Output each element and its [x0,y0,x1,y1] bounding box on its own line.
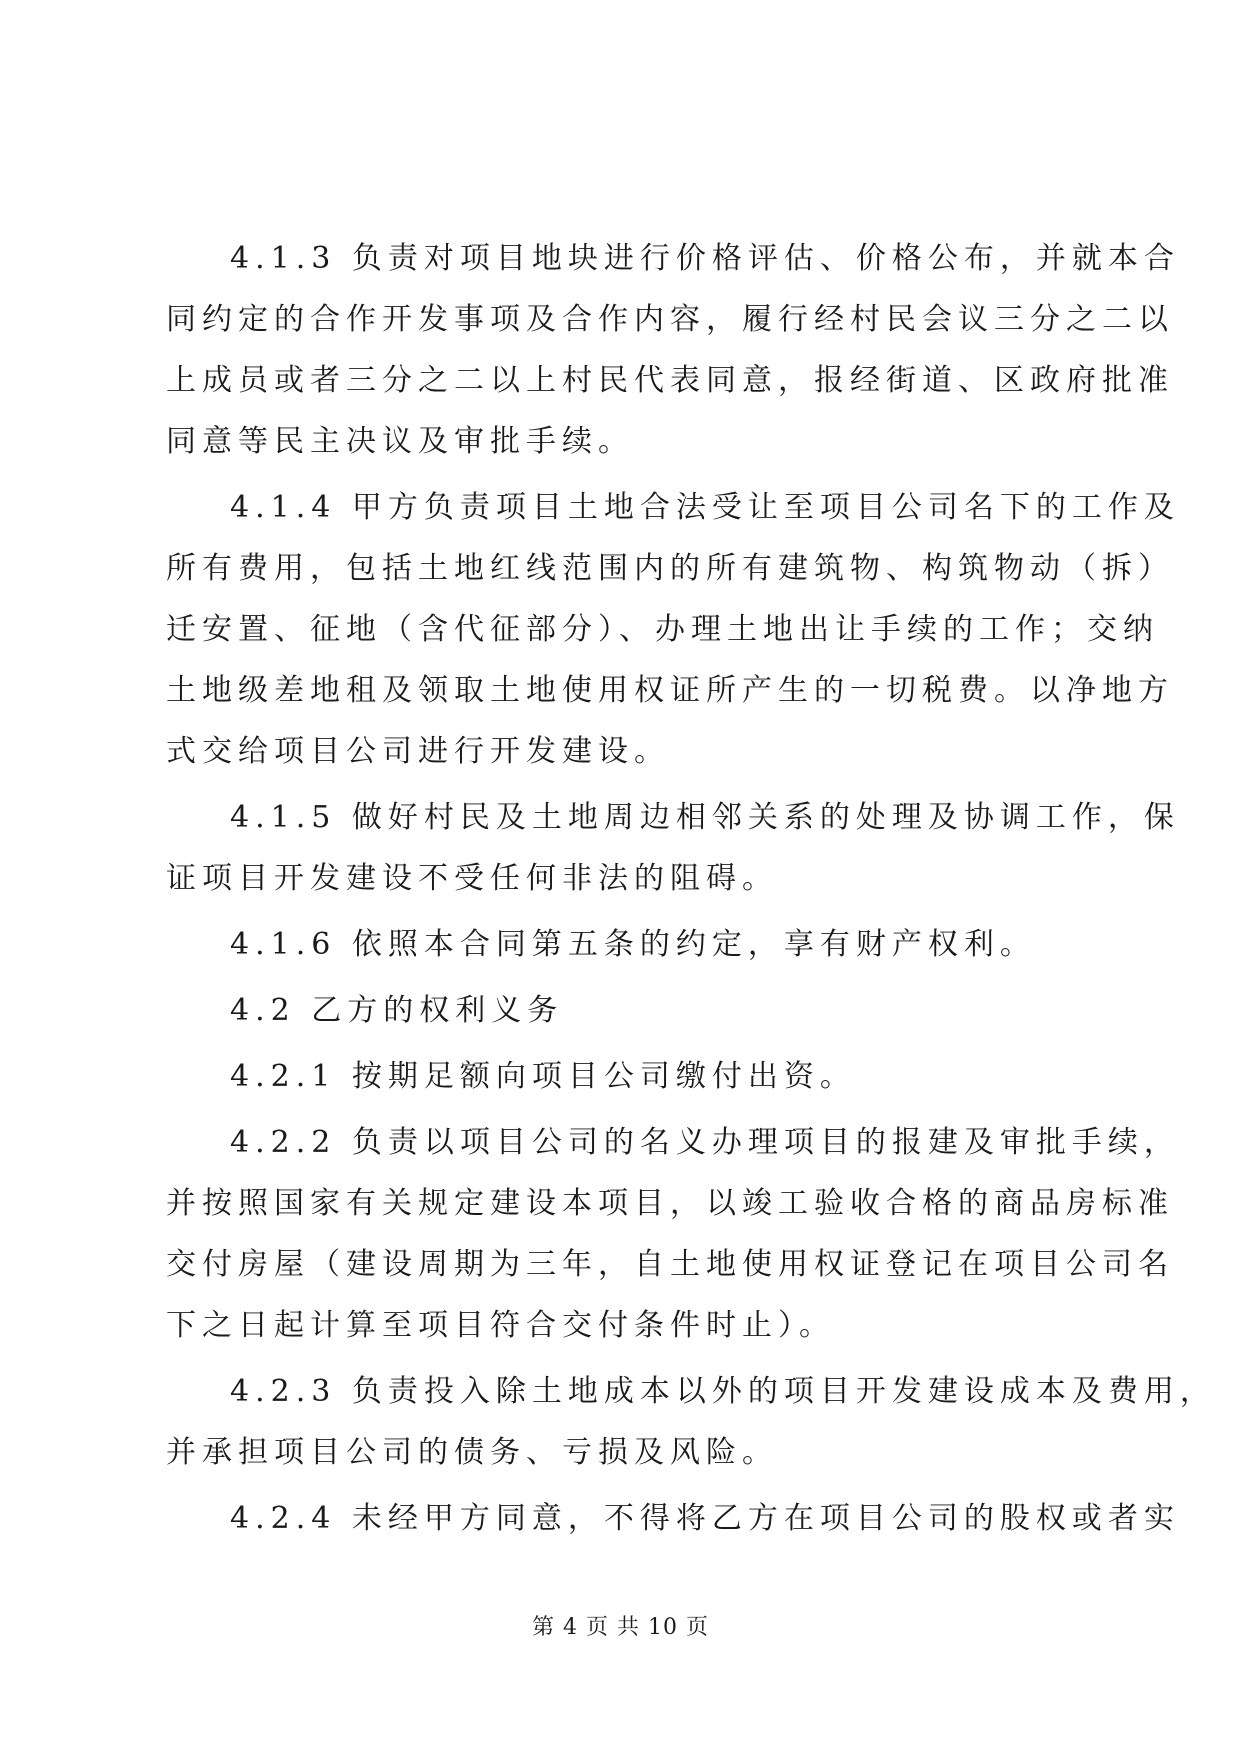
text-line: 并承担项目公司的债务、亏损及风险。 [166,1435,778,1470]
paragraph-4-2-2 [166,1112,1180,1356]
text-line: 4.1.5 做好村民及土地周边相邻关系的处理及协调工作，保 [230,800,1180,835]
text-line: 上成员或者三分之二以上村民代表同意，报经街道、区政府批准 [166,363,1174,398]
paragraph-4-1-6 [166,914,1076,975]
paragraph-4-1-5 [166,787,1180,909]
text-line: 4.1.6 依照本合同第五条的约定，享有财产权利。 [230,927,1036,962]
text-line: 4.2 乙方的权利义务 [230,993,564,1028]
text-line: 证项目开发建设不受任何非法的阻碍。 [166,861,778,896]
text-line: 下之日起计算至项目符合交付条件时止）。 [166,1308,835,1343]
text-line: 式交给项目公司进行开发建设。 [166,734,670,769]
text-line: 并按照国家有关规定建设本项目，以竣工验收合格的商品房标准 [166,1186,1174,1221]
paragraph-4-2-1 [166,1046,1076,1107]
text-line: 土地级差地租及领取土地使用权证所产生的一切税费。以净地方 [166,673,1174,708]
paragraph-4-1-4 [166,477,1180,782]
text-line: 同意等民主决议及审批手续。 [166,424,634,459]
document-body [166,228,1216,1554]
paragraph-4-1-3 [166,228,1180,472]
section-heading-4-2 [166,980,1076,1041]
text-line: 迁安置、征地（含代征部分）、办理土地出让手续的工作；交纳 [166,612,1159,647]
text-line: 4.1.4 甲方负责项目土地合法受让至项目公司名下的工作及 [230,490,1180,525]
paragraph-4-2-4 [166,1488,1180,1549]
text-line: 4.2.2 负责以项目公司的名义办理项目的报建及审批手续， [230,1125,1180,1160]
text-line: 4.2.4 未经甲方同意，不得将乙方在项目公司的股权或者实 [230,1501,1180,1536]
text-line: 同约定的合作开发事项及合作内容，履行经村民会议三分之二以 [166,302,1174,337]
text-line: 交付房屋（建设周期为三年，自土地使用权证登记在项目公司名 [166,1247,1174,1282]
page-number-footer: 第 4 页 共 10 页 [532,1615,709,1640]
text-line: 4.2.1 按期足额向项目公司缴付出资。 [230,1059,856,1094]
text-line: 所有费用，包括土地红线范围内的所有建筑物、构筑物动（拆） [166,551,1174,586]
paragraph-4-2-3 [166,1361,1216,1483]
text-line: 4.2.3 负责投入除土地成本以外的项目开发建设成本及费用， [230,1374,1216,1409]
text-line: 4.1.3 负责对项目地块进行价格评估、价格公布，并就本合 [230,241,1180,276]
